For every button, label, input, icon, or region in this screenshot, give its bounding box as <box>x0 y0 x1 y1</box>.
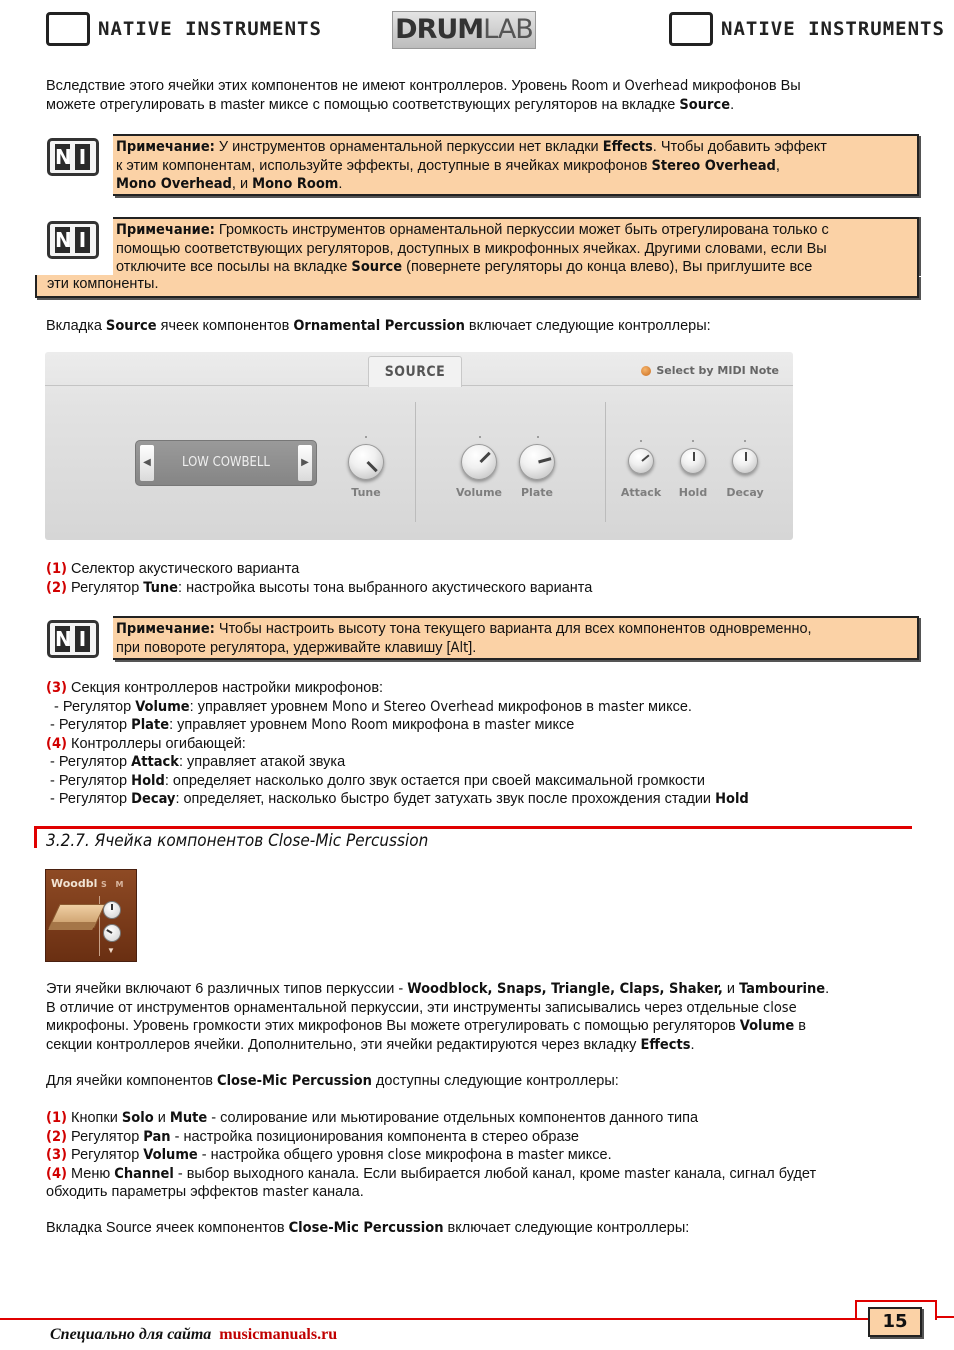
paragraph-intro: Вследствие этого ячейки этих компонентов не имеют контроллеров. Уровень Room и Overhead микрофонов Вы можете отрегулировать в master миксе с помощью соответствующих регуляторов на вкладке Source. <box>46 78 801 113</box>
drumlab-logo: DRUMLAB <box>392 11 536 49</box>
select-by-midi-note[interactable]: Select by MIDI Note <box>641 364 779 377</box>
channel-dropdown-icon[interactable]: ▼ <box>107 946 115 955</box>
divider <box>415 402 416 522</box>
source-panel-screenshot <box>45 352 793 540</box>
divider <box>605 402 606 522</box>
plate-knob[interactable] <box>519 444 555 480</box>
note-box-volume: Примечание: Громкость инструментов орнаментальной перкуссии может быть отрегулирована только с помощью соответствующих регуляторов, доступных в микрофонных ячейках. Другими словами, если Вы отключите все посылы на вкладке Source (повернете регуляторы до конца влево), Вы приглушите все <box>113 217 919 276</box>
list-controls-3-4: (3) Секция контроллеров настройки микрофонов: - Регулятор Volume: управляет уровнем Mono и Stereo Overhead микрофонов в master миксе. - Регулятор Plate: управляет уровнем Mono Room микрофона в master миксе (4) Контроллеры огибающей: - Регулятор Attack: управляет атакой звука - Регулятор Hold: определяет насколько долго звук остается при своей максимальной громкости - Регулятор Decay: определяет, насколько быстро будет затухать звук после прохождения стадии Hold <box>46 680 749 807</box>
midi-led-icon <box>641 366 651 376</box>
plate-label: Plate <box>521 486 553 499</box>
tab-source[interactable]: SOURCE <box>368 356 462 387</box>
tune-label: Tune <box>351 486 381 499</box>
ni-logo-right <box>669 12 945 46</box>
note-box-tune: Примечание: Чтобы настроить высоту тона текущего варианта для всех компонентов одновременно, при повороте регулятора, удерживайте клавишу [Alt]. <box>113 616 919 660</box>
section-rule-corner <box>34 826 37 848</box>
next-arrow-icon[interactable]: ▶ <box>298 445 312 481</box>
paragraph-controls-intro: Для ячейки компонентов Close-Mic Percussion доступны следующие контроллеры: <box>46 1073 619 1089</box>
paragraph-source-tab-close-mic: Вкладка Source ячеек компонентов Close-Mic Percussion включает следующие контроллеры: <box>46 1220 690 1236</box>
prev-arrow-icon[interactable]: ◀ <box>140 445 154 481</box>
hold-knob[interactable] <box>680 448 706 474</box>
attack-label: Attack <box>620 486 662 499</box>
ni-logo-text: NATIVE INSTRUMENTS <box>721 18 945 40</box>
list-controls-1-2: (1) Селектор акустического варианта (2) Регулятор Tune: настройка высоты тона выбранного акустического варианта <box>46 561 593 596</box>
variant-selector[interactable]: ◀ LOW COWBELL ▶ <box>135 440 317 486</box>
page-number: 15 <box>868 1307 922 1337</box>
ni-note-icon: N I <box>47 138 102 178</box>
ni-logo-text: NATIVE INSTRUMENTS <box>98 18 322 40</box>
footer-rule-tail <box>935 1316 954 1318</box>
section-title: 3.2.7. Ячейка компонентов Close-Mic Percussion <box>46 831 429 851</box>
note-box-effects: Примечание: У инструментов орнаментальной перкуссии нет вкладки Effects. Чтобы добавить эффект к этим компонентам, используйте эффекты, доступные в ячейках микрофонов Stereo Overhead, Mono Overhead, и Mono Room. <box>113 134 919 196</box>
woodblock-module-screenshot: Woodbl S M ▼ <box>45 869 137 962</box>
volume-label: Volume <box>456 486 502 499</box>
pan-knob[interactable] <box>103 901 121 919</box>
decay-knob[interactable] <box>732 448 758 474</box>
decay-label: Decay <box>726 486 764 499</box>
paragraph-source-tab: Вкладка Source ячеек компонентов Ornamental Percussion включает следующие контроллеры: <box>46 318 711 334</box>
footer-rule <box>0 1318 870 1320</box>
ni-note-icon: N I <box>47 620 102 660</box>
footer-credit: Специально для сайта musicmanuals.ru <box>50 1326 338 1343</box>
ni-logo-icon: N I <box>669 12 713 46</box>
note-box-volume-tail: эти компоненты. <box>35 275 919 298</box>
section-rule <box>34 826 912 829</box>
ni-logo-left <box>46 12 322 46</box>
volume-knob[interactable] <box>103 924 121 942</box>
list-close-mic-controls: (1) Кнопки Solo и Mute - солирование или мьютирование отдельных компонентов данного типа (2) Регулятор Pan - настройка позиционирования компонента в стерео образе (3) Регулятор Volume - настройка общего уровня close микрофона в master миксе. (4) Меню Channel - выбор выходного канала. Если выбирается любой канал, кроме master канала, сигнал будет обходить параметры эффектов master канала. <box>46 1110 817 1200</box>
paragraph-close-mic: Эти ячейки включают 6 различных типов перкуссии - Woodblock, Snaps, Triangle, Claps, Shaker, и Tambourine. В отличие от инструментов орнаментальной перкуссии, эти инструменты записывались через отдельные close микрофоны. Уровень громкости этих микрофонов Вы можете отрегулировать с помощью регуляторов Volume в секции контроллеров ячейки. Дополнительно, эти ячейки редактируются через вкладку Effects. <box>46 981 830 1053</box>
ni-logo-icon: N I <box>46 12 90 46</box>
solo-mute-buttons[interactable]: S M <box>101 880 127 889</box>
footer-site-link[interactable]: musicmanuals.ru <box>219 1326 338 1343</box>
tune-knob[interactable] <box>348 444 384 480</box>
attack-knob[interactable] <box>628 448 654 474</box>
hold-label: Hold <box>678 486 708 499</box>
ni-note-icon: N I <box>47 221 102 261</box>
volume-knob[interactable] <box>461 444 497 480</box>
